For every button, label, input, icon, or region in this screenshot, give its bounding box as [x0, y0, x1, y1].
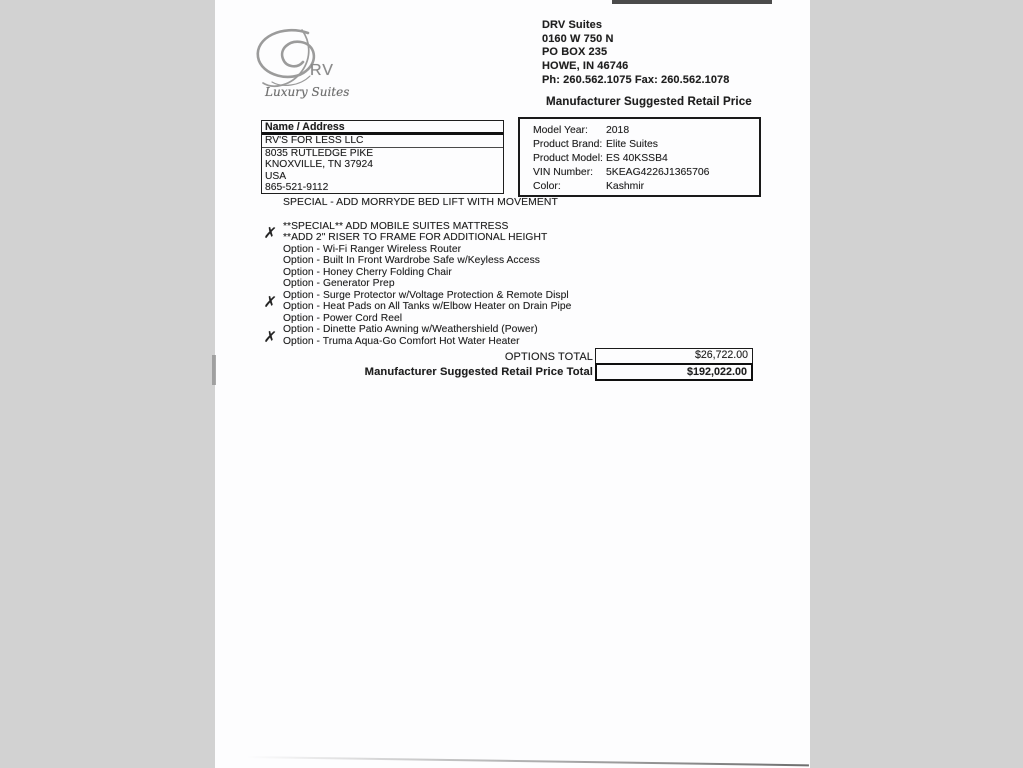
- option-text: Option - Surge Protector w/Voltage Protection & Remote Displ: [283, 289, 569, 301]
- company-address-line-3: HOWE, IN 46746: [542, 60, 629, 73]
- vehicle-info-row: [520, 180, 759, 194]
- vehicle-info-label: Product Brand:: [533, 139, 603, 150]
- vehicle-info-value: Kashmir: [606, 181, 645, 192]
- handwritten-x-mark-icon: ✗: [262, 293, 278, 313]
- option-row: [283, 324, 703, 335]
- vehicle-info-value: 2018: [606, 125, 630, 136]
- option-text: Option - Truma Aqua-Go Comfort Hot Water Heater: [283, 335, 520, 347]
- vehicle-info-label: Color:: [533, 181, 561, 192]
- company-address-line-2: PO BOX 235: [542, 46, 608, 59]
- msrp-total-label: Manufacturer Suggested Retail Price Total: [364, 366, 593, 378]
- logo-monogram-icon: [248, 26, 358, 106]
- option-row: [283, 244, 703, 255]
- option-text: Option - Heat Pads on All Tanks w/Elbow Heater on Drain Pipe: [283, 301, 572, 313]
- msrp-total-box: [595, 363, 753, 381]
- page-bottom-edge: [247, 756, 809, 766]
- option-row: [283, 221, 703, 232]
- customer-name: RV'S FOR LESS LLC: [262, 135, 503, 148]
- company-phone-fax: Ph: 260.562.1075 Fax: 260.562.1078: [542, 73, 730, 86]
- vehicle-info-value: Elite Suites: [606, 139, 658, 150]
- logo-initials: RV: [310, 62, 334, 79]
- vehicle-info-label: Product Model:: [533, 153, 603, 164]
- customer-address-line: KNOXVILLE, TN 37924: [265, 159, 373, 170]
- handwritten-x-mark-icon: ✗: [262, 224, 278, 244]
- vehicle-info-row: [520, 124, 759, 138]
- scan-artifact-smudge: [212, 355, 216, 385]
- document-page: [215, 0, 810, 768]
- msrp-total-value: $192,022.00: [686, 366, 747, 378]
- special-note: SPECIAL - ADD MORRYDE BED LIFT WITH MOVEMENT: [283, 197, 558, 208]
- company-name: DRV Suites: [542, 19, 603, 31]
- option-text: Option - Dinette Patio Awning w/Weathershield (Power): [283, 324, 538, 336]
- option-row: [283, 255, 703, 266]
- logo-tagline: Luxury Suites: [265, 85, 350, 99]
- options-list: [262, 221, 703, 348]
- option-row: [283, 313, 703, 324]
- customer-address-list: [262, 148, 503, 194]
- customer-address-line: 8035 RUTLEDGE PIKE: [265, 147, 374, 159]
- customer-address-line: USA: [265, 170, 287, 182]
- options-total-label: OPTIONS TOTAL: [504, 351, 593, 363]
- vehicle-info-row: [520, 166, 759, 180]
- option-text: Option - Power Cord Reel: [283, 312, 403, 324]
- page-top-edge: [612, 0, 772, 4]
- option-row: [283, 267, 703, 278]
- option-text: Option - Generator Prep: [283, 278, 395, 290]
- vehicle-info-label: VIN Number:: [533, 167, 594, 178]
- option-text: Option - Built In Front Wardrobe Safe w/Keyless Access: [283, 255, 540, 267]
- option-text: Option - Honey Cherry Folding Chair: [283, 266, 452, 278]
- company-address-line-1: 0160 W 750 N: [542, 32, 614, 45]
- option-row: [283, 290, 703, 301]
- customer-address-line: 865-521-9112: [265, 182, 329, 193]
- vehicle-info-value: 5KEAG4226J1365706: [606, 167, 710, 178]
- options-total-value: $26,722.00: [694, 349, 748, 361]
- company-address-block: [542, 19, 729, 88]
- customer-box-header: Name / Address: [262, 121, 503, 135]
- document-title: Manufacturer Suggested Retail Price: [546, 95, 752, 108]
- customer-box: [261, 120, 504, 194]
- option-text: **SPECIAL** ADD MOBILE SUITES MATTRESS: [283, 221, 509, 232]
- option-row: [283, 278, 703, 289]
- option-text: **ADD 2" RISER TO FRAME FOR ADDITIONAL HEIGHT: [283, 232, 548, 244]
- vehicle-info-row: [520, 138, 759, 152]
- vehicle-info-box: [518, 117, 761, 197]
- handwritten-x-mark-icon: ✗: [262, 327, 278, 348]
- vehicle-info-value: ES 40KSSB4: [606, 153, 668, 164]
- vehicle-info-label: Model Year:: [533, 125, 588, 136]
- vehicle-info-row: [520, 152, 759, 166]
- options-total-box: [595, 348, 753, 364]
- drv-logo: [248, 26, 358, 106]
- option-text: Option - Wi-Fi Ranger Wireless Router: [283, 243, 462, 255]
